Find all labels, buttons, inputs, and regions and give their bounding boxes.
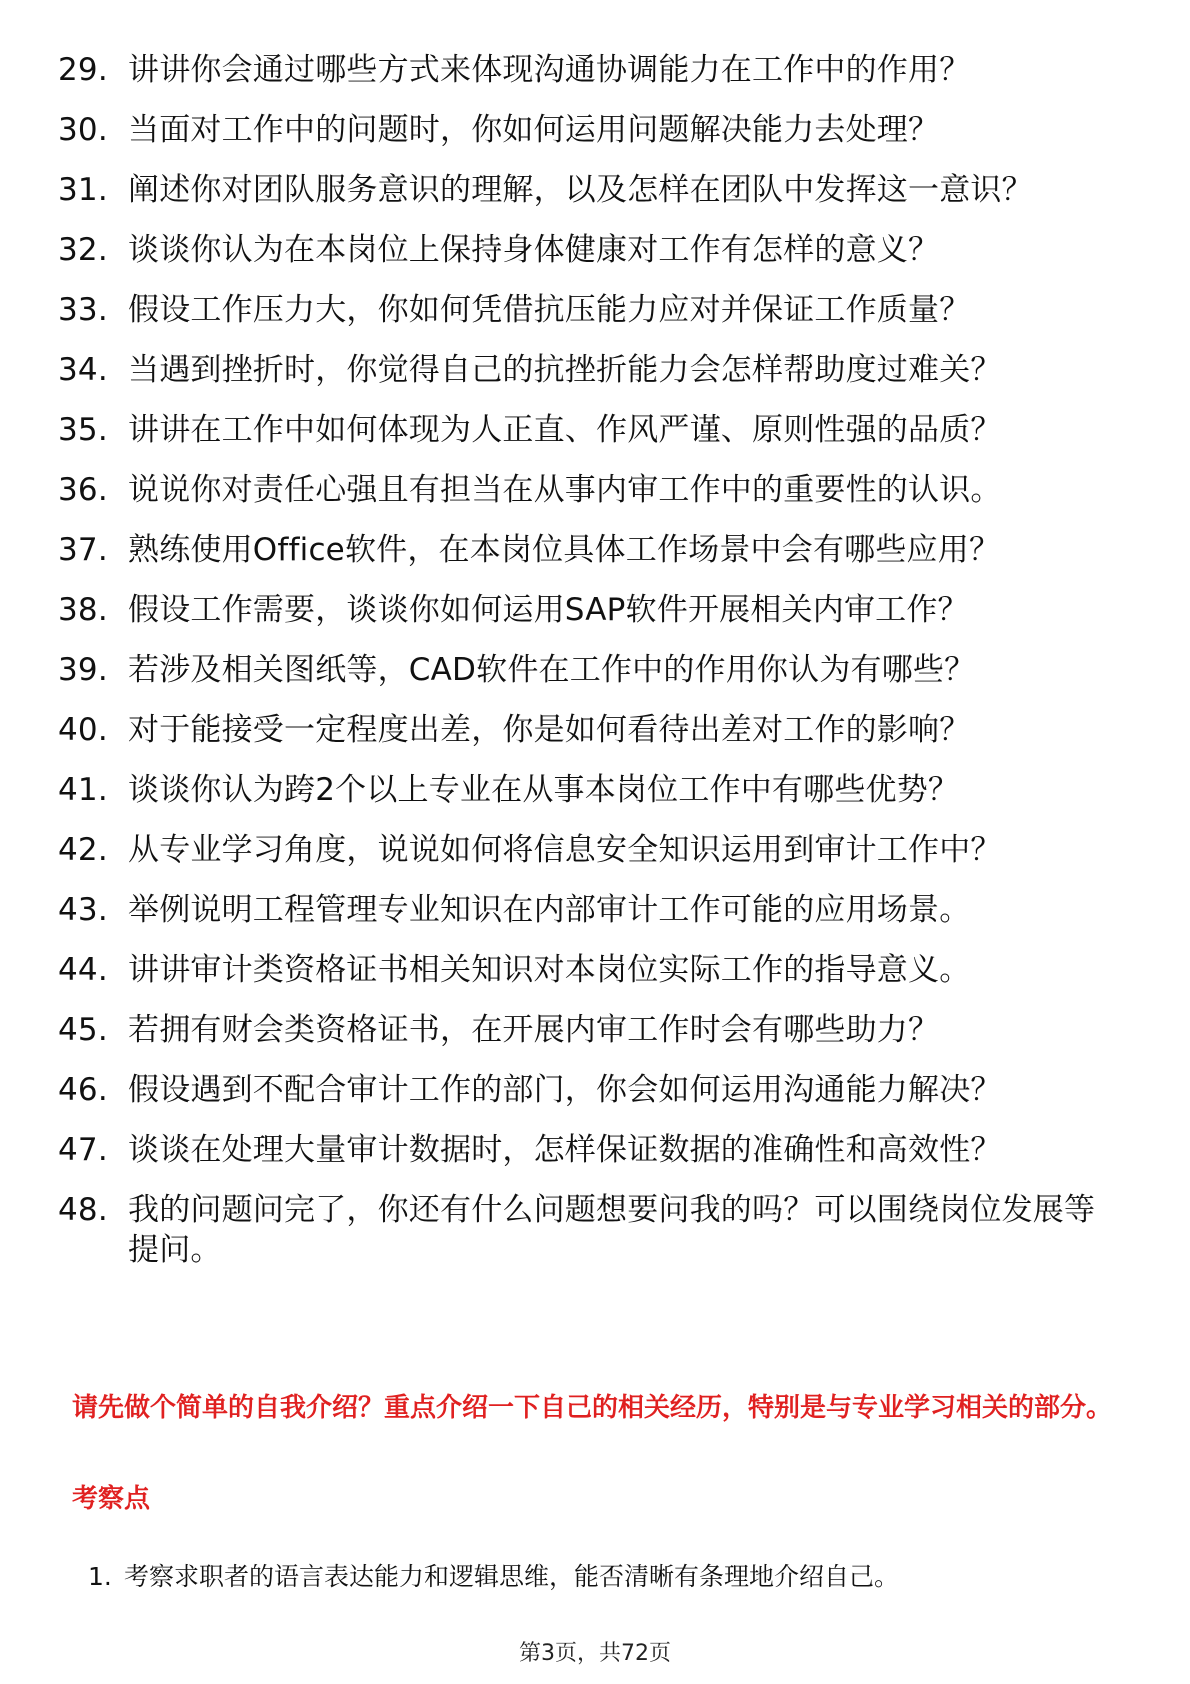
question-item (58, 290, 1118, 330)
question-item (58, 530, 1118, 570)
question-item (58, 710, 1118, 750)
question-text: 对于能接受一定程度出差，你是如何看待出差对工作的影响？ (128, 712, 971, 748)
question-number: 40. (58, 712, 108, 748)
question-item (58, 650, 1118, 690)
question-item (58, 1070, 1118, 1110)
question-item (58, 590, 1118, 630)
question-number: 37. (58, 532, 108, 568)
question-number: 31. (58, 172, 108, 208)
section-subheading: 考察点 (72, 1484, 151, 1514)
question-text: 熟练使用Office软件，在本岗位具体工作场景中会有哪些应用？ (128, 532, 1001, 568)
evaluation-points-list (88, 1560, 1118, 1594)
question-item (58, 950, 1118, 990)
question-text: 讲讲你会通过哪些方式来体现沟通协调能力在工作中的作用？ (128, 52, 971, 88)
question-number: 35. (58, 412, 108, 448)
question-text: 讲讲在工作中如何体现为人正直、作风严谨、原则性强的品质？ (128, 412, 1002, 448)
question-text: 说说你对责任心强且有担当在从事内审工作中的重要性的认识。 (128, 472, 1002, 508)
question-number: 34. (58, 352, 108, 388)
question-text: 假设遇到不配合审计工作的部门，你会如何运用沟通能力解决？ (128, 1072, 1002, 1108)
question-number: 38. (58, 592, 108, 628)
question-number: 46. (58, 1072, 108, 1108)
question-item (58, 230, 1118, 270)
question-text: 当遇到挫折时，你觉得自己的抗挫折能力会怎样帮助度过难关？ (128, 352, 1002, 388)
evaluation-point (88, 1560, 1118, 1594)
question-item (58, 470, 1118, 510)
question-text: 谈谈你认为跨2个以上专业在从事本岗位工作中有哪些优势？ (128, 772, 960, 808)
question-number: 44. (58, 952, 108, 988)
question-text: 阐述你对团队服务意识的理解，以及怎样在团队中发挥这一意识？ (128, 172, 1033, 208)
question-text: 谈谈在处理大量审计数据时，怎样保证数据的准确性和高效性？ (128, 1132, 1002, 1168)
question-item (58, 770, 1118, 810)
question-text: 谈谈你认为在本岗位上保持身体健康对工作有怎样的意义？ (128, 232, 940, 268)
question-text: 若拥有财会类资格证书，在开展内审工作时会有哪些助力？ (128, 1012, 940, 1048)
question-number: 48. (58, 1192, 108, 1228)
question-number: 33. (58, 292, 108, 328)
question-text: 若涉及相关图纸等，CAD软件在工作中的作用你认为有哪些？ (128, 652, 976, 688)
point-number: 1. (88, 1562, 112, 1591)
question-number: 29. (58, 52, 108, 88)
question-item (58, 1010, 1118, 1050)
question-text: 从专业学习角度，说说如何将信息安全知识运用到审计工作中？ (128, 832, 1002, 868)
question-item (58, 410, 1118, 450)
question-number: 36. (58, 472, 108, 508)
question-number: 30. (58, 112, 108, 148)
question-text: 假设工作需要，谈谈你如何运用SAP软件开展相关内审工作？ (128, 592, 969, 628)
question-item (58, 830, 1118, 870)
question-list (58, 50, 1118, 1290)
question-item (58, 890, 1118, 930)
question-text: 假设工作压力大，你如何凭借抗压能力应对并保证工作质量？ (128, 292, 971, 328)
section-heading: 请先做个简单的自我介绍？重点介绍一下自己的相关经历，特别是与专业学习相关的部分。 (72, 1393, 1113, 1423)
question-number: 47. (58, 1132, 108, 1168)
page-number-footer: 第3页，共72页 (519, 1641, 671, 1666)
question-item (58, 170, 1118, 210)
question-number: 41. (58, 772, 108, 808)
question-text: 举例说明工程管理专业知识在内部审计工作可能的应用场景。 (128, 892, 971, 928)
question-text: 我的问题问完了，你还有什么问题想要问我的吗？可以围绕岗位发展等提问。 (128, 1192, 1096, 1268)
question-number: 32. (58, 232, 108, 268)
question-number: 42. (58, 832, 108, 868)
question-item (58, 350, 1118, 390)
question-number: 39. (58, 652, 108, 688)
question-text: 当面对工作中的问题时，你如何运用问题解决能力去处理？ (128, 112, 940, 148)
question-item (58, 1130, 1118, 1170)
question-item (58, 1190, 1118, 1270)
point-text: 考察求职者的语言表达能力和逻辑思维，能否清晰有条理地介绍自己。 (124, 1562, 900, 1591)
question-number: 45. (58, 1012, 108, 1048)
question-item (58, 110, 1118, 150)
question-text: 讲讲审计类资格证书相关知识对本岗位实际工作的指导意义。 (128, 952, 971, 988)
question-item (58, 50, 1118, 90)
question-number: 43. (58, 892, 108, 928)
